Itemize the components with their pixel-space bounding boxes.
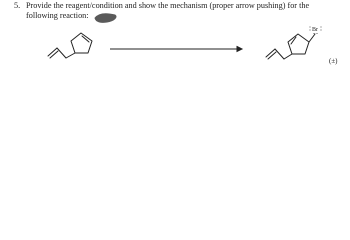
reactant-ring-double-bond — [82, 36, 89, 42]
reactant-structure — [48, 33, 92, 58]
product-c-br-bond — [309, 34, 315, 42]
question-line-2: following reaction: — [26, 11, 89, 20]
question-number: 5. — [14, 1, 21, 10]
racemic-label: (±) — [329, 57, 338, 65]
product-ring-link-bond — [284, 54, 292, 59]
question-line-1: Provide the reagent/condition and show the mechanism (proper arrow pushing) for the — [26, 1, 310, 10]
reactant-vinyl-bond — [48, 48, 57, 56]
reactant-chain-bond — [57, 48, 66, 58]
reactant-ring-link-bond — [66, 53, 75, 58]
product-vinyl-bond — [266, 49, 275, 57]
bromine-label: Br — [312, 27, 318, 33]
reaction-arrow — [110, 47, 242, 52]
product-structure — [266, 34, 315, 59]
reactant-vinyl-double-bond — [50, 51, 58, 58]
product-chain-bond — [275, 49, 284, 59]
product-vinyl-double-bond — [268, 52, 276, 59]
